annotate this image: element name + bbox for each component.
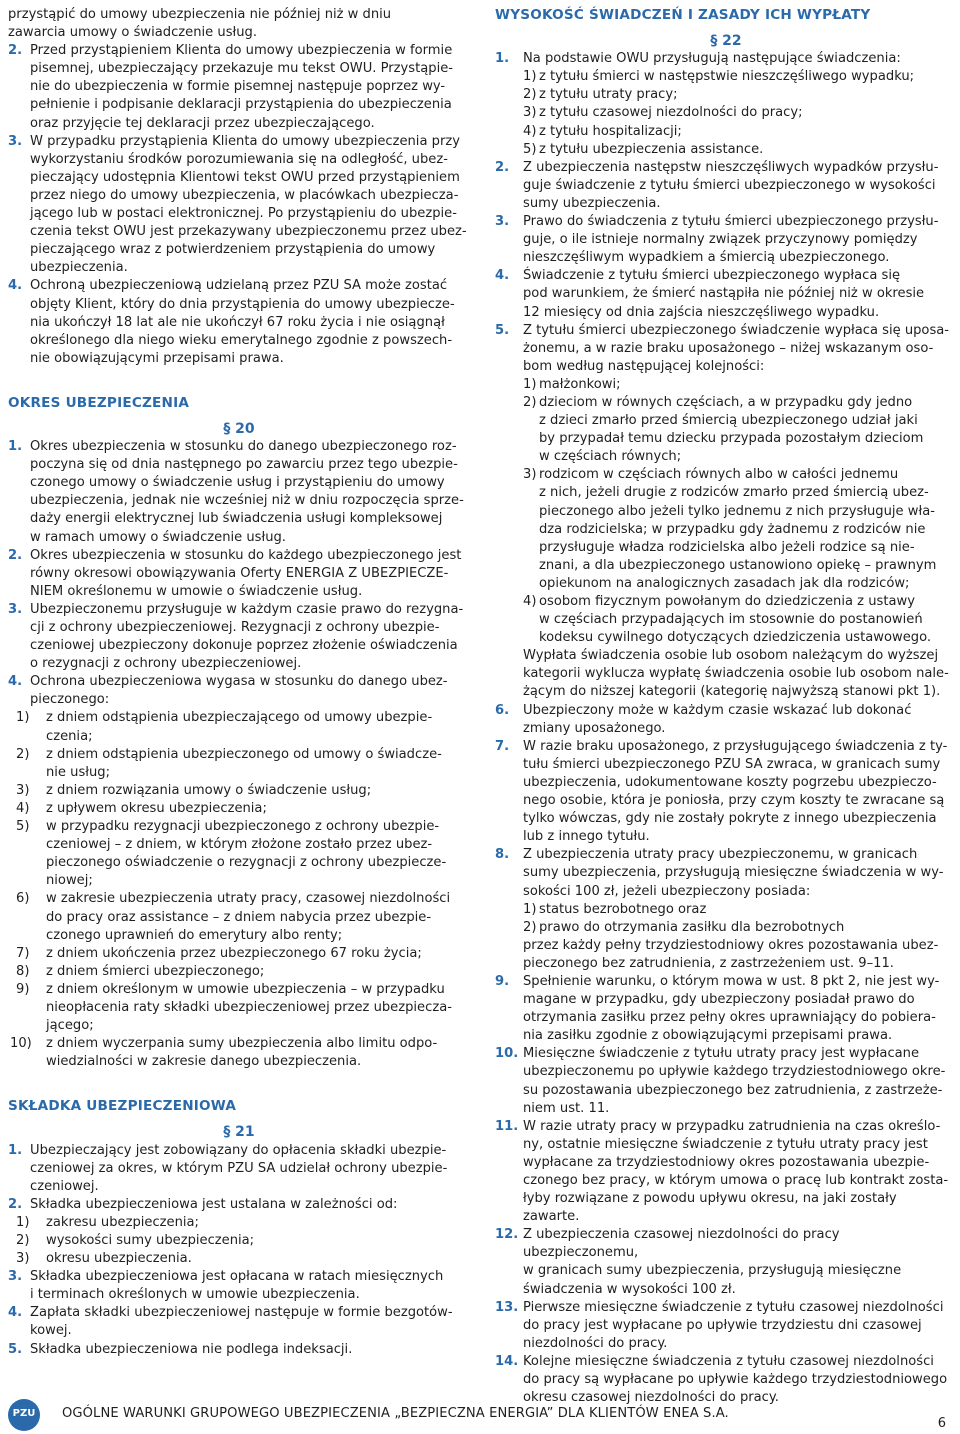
text-line: czeniowej za okres, w którym PZU SA udzielał ochrony ubezpie- [30, 1160, 448, 1176]
numbered-item [8, 133, 470, 278]
numbered-item [495, 1226, 957, 1298]
numbered-item [8, 1268, 470, 1304]
text-line: ny, ostatnie miesięczne świadczenie z tytułu utraty pracy jest [523, 1136, 928, 1152]
text-line: NIEM określonemu w umowie o świadczenie usług. [30, 583, 363, 599]
item-number: 4) [523, 594, 537, 609]
text-line: żącym do niższej kategorii (kategorię najwyższą stanowi pkt 1). [523, 684, 941, 700]
item-list [495, 50, 957, 68]
text-line: status bezrobotnego oraz [539, 901, 707, 917]
continuation-paragraph [495, 647, 957, 701]
continuation-paragraph [495, 937, 957, 973]
numbered-item [8, 438, 470, 547]
text-line: do pracy oraz assistance – z dniem nabycia przez ubezpie- [46, 909, 432, 925]
sub-item [495, 123, 957, 141]
text-line: su pozostawania ubezpieczonego bez zatrudnienia, z zastrzeże- [523, 1082, 943, 1098]
text-line: Pierwsze miesięczne świadczenie z tytułu czasowej niezdolności [523, 1299, 944, 1315]
sub-item [8, 1250, 470, 1268]
text-line: Zapłata składki ubezpieczeniowej następuje w formie bezgotów- [30, 1305, 453, 1321]
item-number: 10) [10, 1036, 32, 1052]
pzu-logo [8, 1399, 40, 1431]
text-line: do pracy jest wypłacane po upływie trzydziestu dni czasowej [523, 1317, 922, 1333]
text-line: pisemnej, ubezpieczający przekazuje mu tekst OWU. Przystąpie- [30, 61, 453, 77]
text-line: przez każdy pełny trzydziestodniowy okres pozostawania ubez- [523, 937, 939, 953]
item-number: 2) [523, 394, 537, 410]
text-line: z tytułu śmierci w następstwie nieszczęśliwego wypadku; [539, 69, 915, 85]
text-line: czeniowej. [30, 1178, 99, 1194]
item-number: 4) [16, 800, 30, 816]
text-line: wiedzialności w zakresie danego ubezpieczenia. [46, 1054, 362, 1070]
item-number: 4. [8, 674, 23, 690]
item-number: 2. [8, 547, 23, 563]
text-line: i terminach określonych w umowie ubezpieczenia. [30, 1287, 360, 1303]
numbered-item [495, 1118, 957, 1227]
text-line: pieczonego: [30, 692, 110, 708]
numbered-item [8, 601, 470, 673]
item-number: 1. [495, 51, 510, 67]
text-line: w granicach sumy ubezpieczenia, przysługują miesięczne [523, 1263, 902, 1279]
text-line: pieczającego wraz z potwierdzeniem przystąpienia do umowy [30, 242, 436, 258]
item-number: 9) [16, 981, 30, 997]
text-line: guje, o ile istnieje normalny związek przyczynowy pomiędzy [523, 232, 918, 248]
item-list [8, 438, 470, 709]
numbered-item [495, 322, 957, 376]
heading-okres-ubezpieczenia: OKRES UBEZPIECZENIA [8, 394, 190, 411]
text-line: Z tytułu śmierci ubezpieczonego świadczenie wypłaca się uposa- [523, 322, 950, 338]
item-number: 8) [16, 963, 30, 979]
sub-item [495, 593, 957, 647]
numbered-item [495, 738, 957, 847]
text-line: Ochrona ubezpieczeniowa wygasa w stosunku do danego ubez- [30, 674, 448, 690]
item-list [8, 1268, 470, 1358]
left-column [8, 6, 470, 1359]
text-line: Z ubezpieczenia następstw nieszczęśliwych wypadków przysłu- [523, 159, 939, 175]
text-line: z dniem ukończenia przez ubezpieczonego 67 roku życia; [46, 945, 422, 961]
text-line: nie do ubezpieczenia w formie pisemnej następuje poprzez wy- [30, 79, 446, 95]
sub-item [8, 1035, 470, 1071]
item-number: 13. [495, 1299, 519, 1315]
heading-wysokosc-swiadczen: WYSOKOŚĆ ŚWIADCZEŃ I ZASADY ICH WYPŁATY [495, 7, 871, 23]
text-line: daży energii elektrycznej lub świadczenia usługi kompleksowej [30, 511, 443, 527]
text-line: Ubezpieczonemu przysługuje w każdym czasie prawo do rezygna- [30, 601, 464, 617]
sub-item [8, 981, 470, 1035]
item-number: 5) [16, 819, 30, 835]
item-number: 4) [523, 123, 537, 139]
text-line: czeniowej – z dniem, w którym złożone zostało przez ubez- [46, 837, 433, 853]
numbered-item [8, 1196, 470, 1214]
text-line: Z ubezpieczenia utraty pracy ubezpieczonemu, w granicach [523, 847, 918, 863]
text-line: łyby rozwiązane z powodu upływu okresu, na jaki zostały [523, 1191, 897, 1207]
item-number: 1. [8, 439, 23, 455]
numbered-item [495, 702, 957, 738]
text-line: jącego; [46, 1018, 94, 1034]
logo-text: PZU [12, 1408, 36, 1419]
text-line: zawarte. [523, 1209, 580, 1225]
numbered-item [495, 973, 957, 1045]
sub-item [8, 1214, 470, 1232]
heading-skladka-ubezpieczeniowa: SKŁADKA UBEZPIECZENIOWA [8, 1098, 237, 1115]
text-line: z dzieci zmarło przed śmiercią ubezpieczonego udział jaki [539, 413, 918, 429]
text-line: zawarcia umowy o świadczenie usług. [8, 25, 258, 41]
text-line: W przypadku przystąpienia Klienta do umowy ubezpieczenia przy [30, 133, 460, 149]
text-line: Na podstawie OWU przysługują następujące świadczenia: [523, 51, 901, 67]
text-line: objęty Klient, który do dnia przystąpienia do umowy ubezpiecze- [30, 296, 455, 312]
text-line: opiekunom na analogicznych zasadach jak dla rodziców; [539, 575, 910, 591]
item-number: 3. [8, 133, 23, 149]
text-line: W razie utraty pracy w przypadku zatrudnienia na czas określo- [523, 1118, 941, 1134]
text-line: Z ubezpieczenia czasowej niezdolności do pracy ubezpieczonemu, [523, 1227, 840, 1261]
text-line: z tytułu utraty pracy; [539, 87, 678, 103]
sub-item [8, 782, 470, 800]
item-number: 5. [495, 322, 510, 338]
item-number: 4. [8, 278, 23, 294]
text-line: z dniem wyczerpania sumy ubezpieczenia albo limitu odpo- [46, 1036, 438, 1052]
text-line: Składka ubezpieczeniowa nie podlega indeksacji. [30, 1341, 353, 1357]
text-line: żonemu, a w razie braku uposażonego – niżej wskazanym oso- [523, 340, 934, 356]
item-number: 3. [495, 214, 510, 230]
text-line: bom według następującej kolejności: [523, 358, 765, 374]
text-line: przez niego do umowy ubezpieczenia, w placówkach ubezpiecza- [30, 187, 459, 203]
item-list [495, 973, 957, 1407]
text-line: wysokości sumy ubezpieczenia; [46, 1233, 255, 1248]
text-line: małżonkowi; [539, 376, 621, 392]
item-number: 11. [495, 1118, 519, 1134]
text-line: nie usług; [46, 764, 111, 780]
sub-item [495, 901, 957, 919]
text-line: nie obowiązującymi przepisami prawa. [30, 350, 284, 366]
item-number: 8. [495, 847, 510, 863]
item-number: 2) [16, 1233, 30, 1248]
numbered-item [8, 673, 470, 709]
page-footer [0, 1396, 960, 1434]
text-line: osobom fizycznym powołanym do dziedziczenia z ustawy [539, 594, 915, 609]
text-line: do pracy są wypłacane po upływie każdego trzydziestodniowego [523, 1372, 948, 1388]
text-line: przystąpić do umowy ubezpieczenia nie później niż w dniu [8, 7, 392, 22]
item-number: 2) [523, 919, 537, 935]
item-number: 7) [16, 945, 30, 961]
page-number: 6 [937, 1416, 946, 1431]
text-line: dzieciom w równych częściach, a w przypadku gdy jedno [539, 394, 913, 410]
sub-item [495, 104, 957, 122]
item-number: 3. [8, 1269, 23, 1285]
text-line: czenia; [46, 728, 93, 744]
text-line: z dniem określonym w umowie ubezpieczenia – w przypadku [46, 981, 445, 997]
item-number: 1. [8, 1142, 23, 1158]
text-line: nia zasiłku zgodnie z obowiązującymi przepisami prawa. [523, 1028, 893, 1044]
numbered-item [495, 1045, 957, 1117]
text-line: czonego umowy o świadczenie usług i przystąpieniu do umowy [30, 475, 445, 491]
text-line: przysługuje władza rodzicielska albo jeżeli rodzice są nie- [539, 539, 915, 555]
numbered-item [495, 846, 957, 900]
text-line: tylko wówczas, gdy nie zostały pokryte z innego ubezpieczenia [523, 811, 937, 827]
text-line: Spełnienie warunku, o którym mowa w ust. 8 pkt 2, nie jest wy- [523, 973, 940, 989]
numbered-item [495, 267, 957, 321]
text-line: z upływem okresu ubezpieczenia; [46, 800, 267, 816]
item-number: 7. [495, 738, 510, 754]
text-line: sumy ubezpieczenia, przysługują miesięczne świadczenia w wy- [523, 865, 944, 881]
text-line: w ramach umowy o świadczenie usług. [30, 529, 286, 545]
item-number: 2) [523, 87, 537, 103]
sub-item [495, 376, 957, 394]
text-line: W razie braku uposażonego, z przysługującego świadczenia z ty- [523, 738, 948, 754]
text-line: Kolejne miesięczne świadczenia z tytułu czasowej niezdolności [523, 1353, 934, 1369]
section-22: § 22 [710, 33, 742, 50]
sub-list [8, 1214, 470, 1268]
section-21: § 21 [223, 1124, 255, 1141]
text-line: niezdolności do pracy. [523, 1335, 668, 1351]
text-line: znani, a dla ubezpieczonego ustanowiono opiekę – prawnym [539, 557, 937, 573]
numbered-item [495, 213, 957, 267]
item-number: 2. [8, 43, 23, 59]
text-line: cji z ochrony ubezpieczeniowej. Rezygnacji z ochrony ubezpie- [30, 620, 440, 635]
item-number: 3) [523, 105, 537, 121]
item-number: 1) [523, 376, 537, 392]
text-line: nieszczęśliwym wypadkiem a śmiercią ubezpieczonego. [523, 250, 890, 266]
text-line: guje świadczenie z tytułu śmierci ubezpieczonego w wysokości [523, 177, 936, 193]
sub-item [8, 963, 470, 981]
text-line: ubezpieczenia. [30, 260, 128, 276]
text-line: nego osobie, która je poniosła, przy czym koszty te zwracane są [523, 793, 945, 809]
text-line: wykorzystaniu środków porozumiewania się na odległość, ubez- [30, 151, 448, 167]
text-line: kodeksu cywilnego dotyczących dziedziczenia ustawowego. [539, 630, 932, 646]
numbered-item [8, 547, 470, 601]
numbered-item [8, 1341, 470, 1359]
text-line: w zakresie ubezpieczenia utraty pracy, czasowej niezdolności [46, 891, 451, 907]
item-number: 6) [16, 891, 30, 907]
text-line: Składka ubezpieczeniowa jest opłacana w ratach miesięcznych [30, 1269, 444, 1285]
sub-item [495, 86, 957, 104]
text-line: ubezpieczenia, udokumentowane koszty pogrzebu ubezpieczo- [523, 774, 937, 790]
sub-item [495, 141, 957, 159]
text-line: Prawo do świadczenia z tytułu śmierci ubezpieczonego przysłu- [523, 214, 939, 230]
text-line: pieczonego bez zatrudnienia, z zastrzeżeniem ust. 9–11. [523, 955, 894, 971]
numbered-item [495, 159, 957, 213]
text-line: ubezpieczonemu po upływie każdego trzydziestodniowego okre- [523, 1064, 946, 1080]
text-line: magane w przypadku, gdy ubezpieczony posiadał prawo do [523, 992, 915, 1008]
sub-item [8, 709, 470, 745]
text-line: zakresu ubezpieczenia; [46, 1214, 199, 1230]
item-number: 2. [8, 1196, 23, 1212]
text-line: świadczenia w wysokości 100 zł. [523, 1281, 736, 1297]
text-line: Składka ubezpieczeniowa jest ustalana w zależności od: [30, 1196, 398, 1212]
item-number: 9. [495, 973, 510, 989]
text-line: pełnienie i podpisanie deklaracji przystąpienia do ubezpieczenia [30, 97, 452, 113]
item-number: 12. [495, 1227, 519, 1243]
sub-list [8, 709, 470, 1071]
text-line: sumy ubezpieczenia. [523, 195, 661, 211]
right-column [495, 6, 957, 1407]
footer-title: OGÓLNE WARUNKI GRUPOWEGO UBEZPIECZENIA „BEZPIECZNA ENERGIA” DLA KLIENTÓW ENEA S.A. [62, 1406, 729, 1421]
sub-item [8, 800, 470, 818]
text-line: czenia tekst OWU jest przekazywany ubezpieczonemu przez ubez- [30, 224, 467, 240]
text-line: by przypadał temu dziecku przypada pozostałym dzieciom [539, 431, 924, 447]
text-line: wypłacane za trzydziestodniowy okres pozostawania ubezpie- [523, 1154, 930, 1170]
sub-item [8, 1232, 470, 1250]
text-line: czonego uprawnień do emerytury albo renty; [46, 927, 343, 943]
text-line: niem ust. 11. [523, 1100, 610, 1116]
numbered-item [8, 1304, 470, 1340]
sub-list [495, 901, 957, 937]
text-line: z dniem rozwiązania umowy o świadczenie usług; [46, 782, 372, 798]
text-line: z nich, jeżeli drugie z rodziców zmarło przed śmiercią ubez- [539, 485, 929, 501]
text-line: lub z innego tytułu. [523, 829, 650, 845]
text-line: pod warunkiem, że śmierć nastąpiła nie później niż w okresie [523, 286, 925, 302]
text-line: dza rodzicielska; w przypadku gdy żadnemu z rodziców nie [539, 521, 926, 537]
text-line: otrzymania zasiłku przez pełny okres uprawniający do pobiera- [523, 1010, 936, 1026]
item-number: 4. [495, 268, 510, 284]
text-line: Świadczenie z tytułu śmierci ubezpieczonego wypłaca się [523, 268, 901, 284]
item-number: 3) [523, 467, 537, 483]
text-line: w częściach równych; [539, 449, 682, 465]
text-line: zmiany uposażonego. [523, 720, 666, 736]
sub-item [8, 945, 470, 963]
item-number: 1) [523, 69, 537, 85]
sub-item [495, 394, 957, 466]
section-20: § 20 [223, 420, 255, 437]
text-line: pieczonego albo jeżeli tylko jednemu z nich przysługuje wła- [539, 503, 935, 519]
numbered-item [8, 42, 470, 132]
item-number: 3) [16, 1251, 30, 1267]
text-line: ubezpieczenia, jednak nie wcześniej niż w dniu rozpoczęcia sprze- [30, 493, 464, 509]
item-number: 3. [8, 601, 23, 617]
text-line: poczyna się od dnia następnego po zawarciu przez tego ubezpie- [30, 457, 458, 473]
text-line: tułu śmierci ubezpieczonego PZU SA zwraca, w granicach sumy [523, 756, 941, 772]
text-line: Wypłata świadczenia osobie lub osobom należącym do wyższej [523, 648, 939, 664]
text-line: kowej. [30, 1323, 72, 1339]
item-number: 5) [523, 141, 537, 157]
text-line: prawo do otrzymania zasiłku dla bezrobotnych [539, 919, 845, 935]
text-line: Okres ubezpieczenia w stosunku do każdego ubezpieczonego jest [30, 547, 462, 563]
item-number: 2) [16, 746, 30, 762]
text-line: Ochroną ubezpieczeniową udzielaną przez PZU SA może zostać [30, 278, 448, 294]
item-number: 10. [495, 1046, 519, 1062]
text-line: określonego dla niego wieku emerytalnego zgodnie z powszech- [30, 332, 453, 348]
text-line: rodzicom w częściach równych albo w całości jednemu [539, 467, 899, 483]
text-line: czeniowej ubezpieczony dokonuje poprzez złożenie oświadczenia [30, 638, 458, 654]
numbered-item [8, 277, 470, 367]
text-line: w przypadku rezygnacji ubezpieczonego z ochrony ubezpie- [46, 819, 440, 835]
sub-list [495, 376, 957, 647]
item-list [495, 159, 957, 376]
item-number: 4. [8, 1305, 23, 1321]
item-number: 5. [8, 1341, 23, 1357]
intro-paragraph [8, 6, 470, 42]
text-line: pieczający udostępnia Klientowi tekst OWU przed przystąpieniem [30, 169, 460, 185]
text-line: niowej; [46, 873, 93, 889]
item-number: 6. [495, 702, 510, 718]
item-number: 1) [16, 1214, 30, 1230]
text-line: Przed przystąpieniem Klienta do umowy ubezpieczenia w formie [30, 43, 453, 59]
sub-item [8, 746, 470, 782]
sub-item [8, 818, 470, 890]
text-line: w częściach przypadających im stosownie do postanowień [539, 612, 923, 628]
sub-item [495, 466, 957, 593]
text-line: jącego lub w postaci elektronicznej. Po przystąpieniu do ubezpie- [30, 206, 457, 222]
item-list [8, 42, 470, 368]
text-line: okresu czasowej niezdolności do pracy. [523, 1390, 779, 1406]
sub-list [495, 68, 957, 158]
text-line: nieopłacenia raty składki ubezpieczeniowej przez ubezpiecza- [46, 999, 452, 1015]
sub-item [495, 919, 957, 937]
text-line: pieczonego oświadczenie o rezygnacji z ochrony ubezpiecze- [46, 855, 447, 871]
text-line: z tytułu czasowej niezdolności do pracy; [539, 105, 803, 121]
text-line: kategorii wyklucza wypłatę świadczenia osobie lub osobom nale- [523, 666, 949, 682]
sub-item [8, 890, 470, 944]
text-line: z tytułu ubezpieczenia assistance. [539, 141, 764, 157]
text-line: Miesięczne świadczenie z tytułu utraty pracy jest wypłacane [523, 1046, 920, 1062]
text-line: o rezygnacji z ochrony ubezpieczeniowej. [30, 656, 302, 672]
text-line: 12 miesięcy od dnia zajścia nieszczęśliwego wypadku. [523, 304, 880, 320]
text-line: Ubezpieczający jest zobowiązany do opłacenia składki ubezpie- [30, 1142, 447, 1158]
item-number: 1) [16, 710, 30, 726]
item-number: 2. [495, 159, 510, 175]
item-number: 3) [16, 782, 30, 798]
item-list [8, 1142, 470, 1214]
sub-item [495, 68, 957, 86]
text-line: Ubezpieczony może w każdym czasie wskazać lub dokonać [523, 702, 912, 718]
text-line: z dniem śmierci ubezpieczonego; [46, 963, 265, 979]
text-line: Okres ubezpieczenia w stosunku do danego ubezpieczonego roz- [30, 439, 457, 455]
text-line: sokości 100 zł, jeżeli ubezpieczony posiada: [523, 883, 811, 899]
text-line: oraz przyjęcie tej deklaracji przez ubezpieczającego. [30, 115, 375, 131]
numbered-item [495, 50, 957, 68]
text-line: okresu ubezpieczenia. [46, 1251, 192, 1267]
text-line: równy okresowi obowiązywania Oferty ENERGIA Z UBEZPIECZE- [30, 565, 449, 581]
item-number: 1) [523, 901, 537, 917]
text-line: z dniem odstąpienia ubezpieczonego od umowy o świadcze- [46, 746, 442, 762]
text-line: z dniem odstąpienia ubezpieczającego od umowy ubezpie- [46, 710, 433, 726]
text-line: czonego bez pracy, w którym umowa o pracę lub kontrakt zosta- [523, 1173, 949, 1188]
item-list [495, 702, 957, 901]
text-line: nia ukończył 18 lat ale nie ukończył 67 roku życia i nie osiągnął [30, 314, 445, 330]
text-line: z tytułu hospitalizacji; [539, 123, 682, 139]
numbered-item [8, 1142, 470, 1196]
numbered-item [495, 1299, 957, 1353]
item-number: 14. [495, 1353, 519, 1369]
